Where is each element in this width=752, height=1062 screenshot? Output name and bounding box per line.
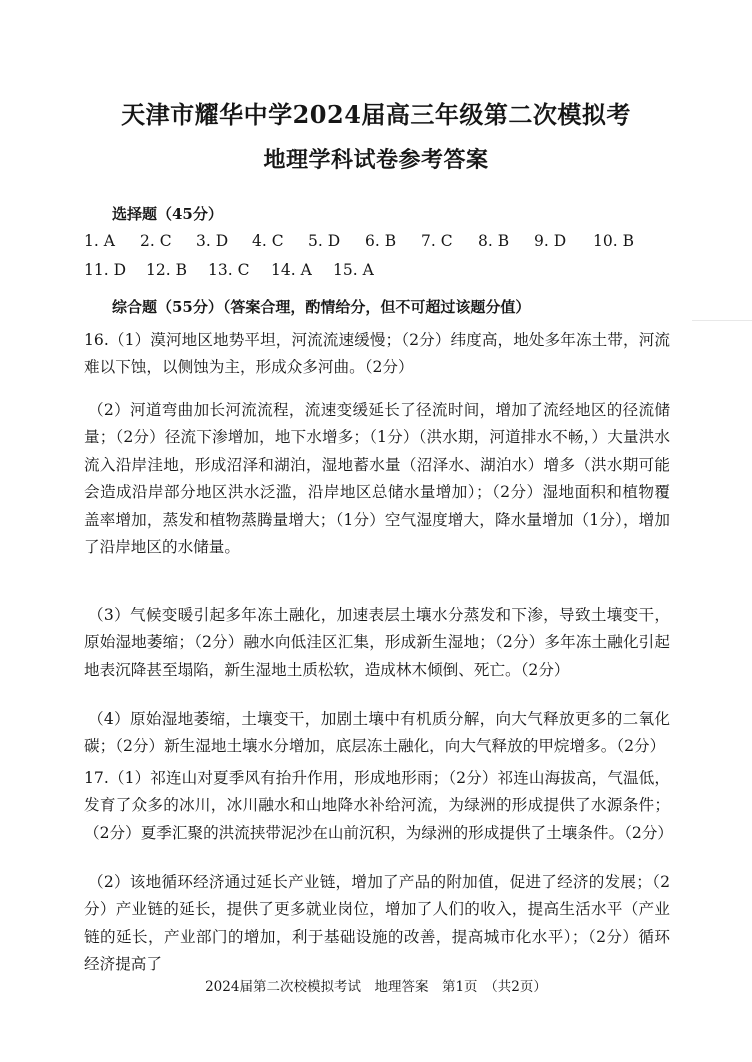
answer-item: 12. B [146, 261, 187, 279]
answer-item: 14. A [271, 261, 312, 279]
answer-item: 10. B [593, 232, 634, 250]
answer-item: 9. D [534, 232, 567, 250]
answer-item: 3. D [196, 232, 229, 250]
page-title: 天津市耀华中学2024届高三年级第二次模拟考 [121, 100, 631, 129]
answer-item: 13. C [208, 261, 250, 279]
answer-item: 4. C [252, 232, 284, 250]
comprehensive-section-heading: 综合题（55分）（答案合理，酌情给分，但不可超过该题分值） [112, 298, 531, 316]
answer-item: 6. B [365, 232, 397, 250]
answer-item: 11. D [84, 261, 127, 279]
scan-artifact [692, 320, 752, 321]
answer-item: 1. A [84, 232, 115, 250]
q16-part2-answer: （2）河道弯曲加长河流流程，流速变缓延长了径流时间，增加了流经地区的径流储量；（2分）径流下渗增加，地下水增多；（1分）（洪水期，河道排水不畅，）大量洪水流入沿岸洼地，形成沼泽和湖泊，湿地蓄水量（沼泽水、湖泊水）增多（洪水期可能会造成沿岸部分地区洪水泛滥，沿岸地区总储水量增加）；（2分）湿地面积和植物覆盖率增加，蒸发和植物蒸腾量增大；（1分）空气湿度增大，降水量增加（1分），增加了沿岸地区的水储量。 [84, 401, 670, 557]
q16-part4-answer: （4）原始湿地萎缩，土壤变干，加剧土壤中有机质分解，向大气释放更多的二氧化碳；（2分）新生湿地土壤水分增加，底层冻土融化，向大气释放的甲烷增多。（2分） [84, 710, 670, 756]
choice-answers-row-1 [84, 232, 634, 250]
q16-part1-answer: 16.（1）漠河地区地势平坦，河流流速缓慢；（2分）纬度高，地处多年冻土带，河流难以下蚀，以侧蚀为主，形成众多河曲。（2分） [84, 331, 670, 377]
answer-item: 5. D [308, 232, 341, 250]
page-subtitle: 地理学科试卷参考答案 [263, 147, 489, 173]
q17-part1-answer: 17.（1）祁连山对夏季风有抬升作用，形成地形雨；（2分）祁连山海拔高，气温低，发育了众多的冰川，冰川融水和山地降水补给河流，为绿洲的形成提供了水源条件；（2分）夏季汇聚的洪流挟带泥沙在山前沉积，为绿洲的形成提供了土壤条件。（2分） [84, 769, 674, 842]
q16-part3-answer: （3）气候变暖引起多年冻土融化，加速表层土壤水分蒸发和下渗，导致土壤变干，原始湿地萎缩；（2分）融水向低洼区汇集，形成新生湿地；（2分）多年冻土融化引起地表沉降甚至塌陷，新生湿地土质松软，造成林木倾倒、死亡。（2分） [84, 606, 670, 679]
answer-item: 2. C [140, 232, 172, 250]
page-footer: 2024届第二次校模拟考试 地理答案 第1页 （共2页） [205, 979, 547, 995]
choice-section-heading: 选择题（45分） [112, 205, 223, 223]
answer-item: 15. A [333, 261, 374, 279]
q17-part2-answer: （2）该地循环经济通过延长产业链，增加了产品的附加值，促进了经济的发展；（2分）产业链的延长，提供了更多就业岗位，增加了人们的收入，提高生活水平（产业链的延长，产业部门的增加，利于基础设施的改善，提高城市化水平）；（2分）循环经济提高了 [84, 873, 670, 974]
choice-answers-row-2 [84, 261, 374, 279]
answer-item: 8. B [478, 232, 510, 250]
answer-item: 7. C [421, 232, 453, 250]
